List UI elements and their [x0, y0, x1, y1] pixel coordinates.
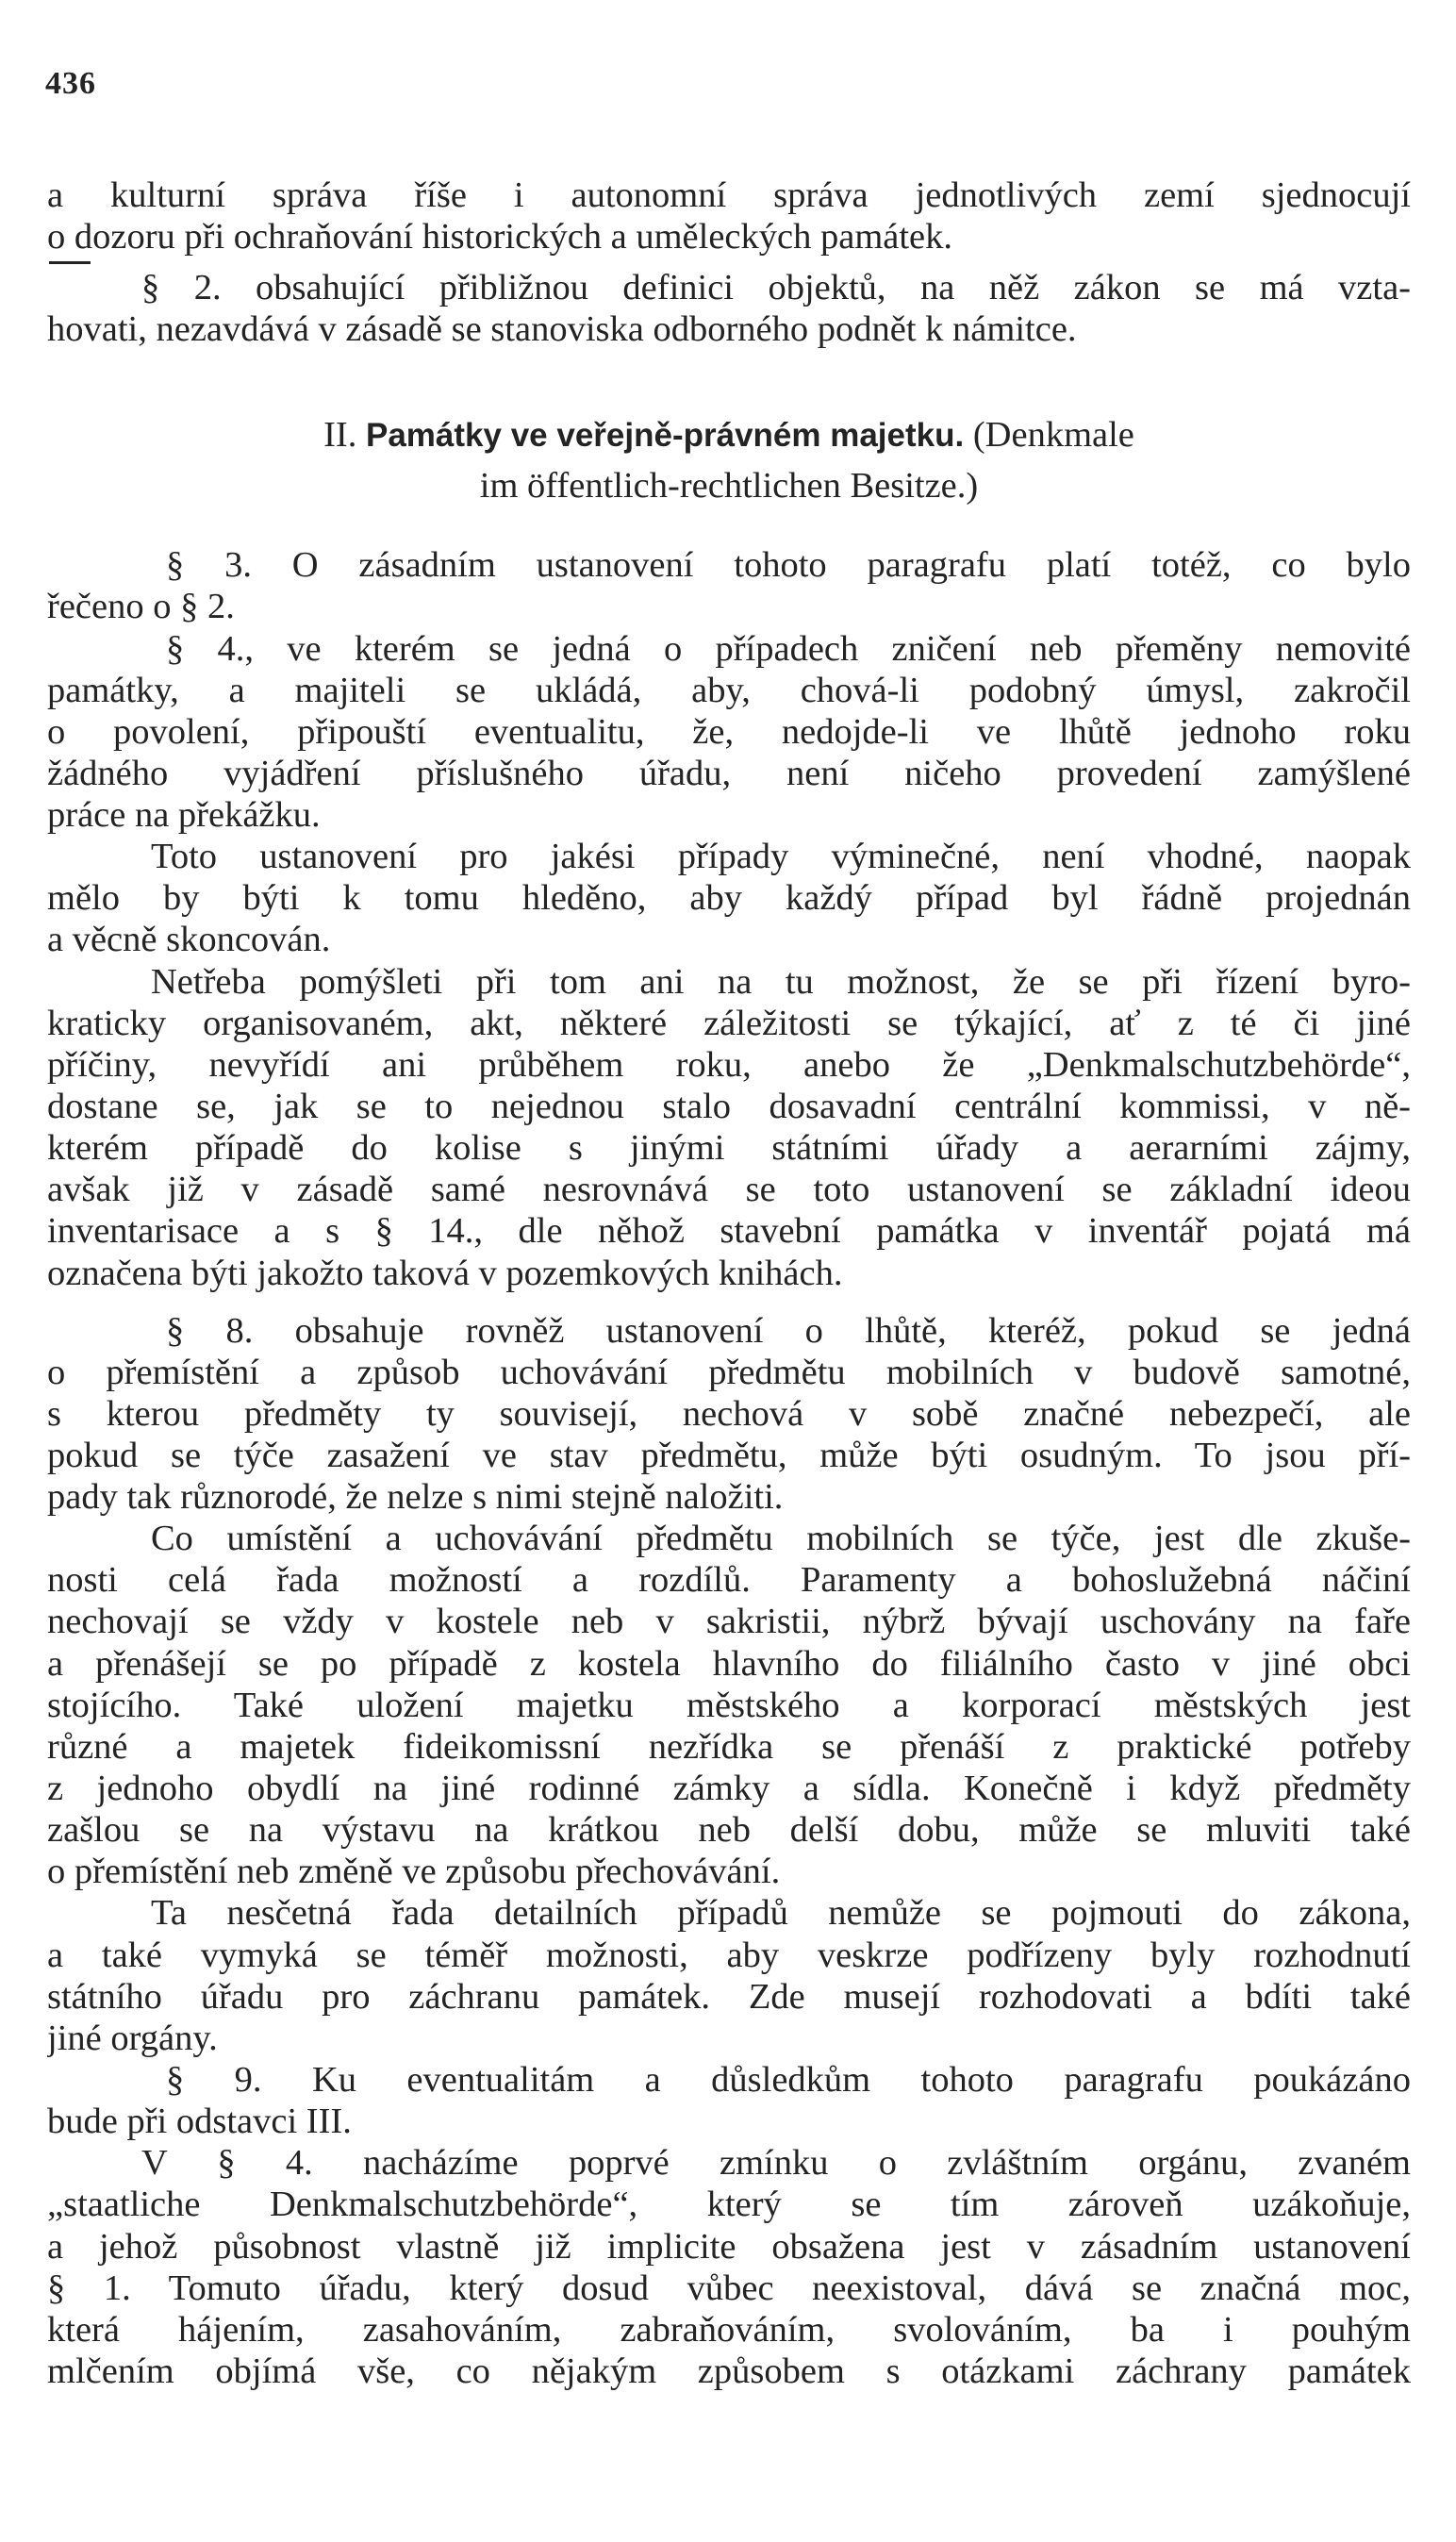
text-line: Ta nesčetná řada detailních případů nemůže se pojmouti do zákona,: [151, 1893, 1411, 1933]
text-line: avšak již v zásadě samé nesrovnává se toto ustanovení se základní ideou: [47, 1170, 1411, 1209]
text-line: Toto ustanovení pro jakési případy výminečné, není vhodné, naopak: [151, 837, 1411, 876]
text-line: V § 4. nacházíme poprvé zmínku o zvláštním orgánu, zvaném: [141, 2143, 1411, 2183]
text-line: pokud se týče zasažení ve stav předmětu, může býti osudným. To jsou pří-: [47, 1436, 1411, 1475]
text-line: § 9. Ku eventualitám a důsledkům tohoto paragrafu poukázáno: [166, 2060, 1411, 2100]
text-line: památky, a majiteli se ukládá, aby, chová-li podobný úmysl, zakročil: [47, 671, 1411, 710]
text-line: § 2. obsahující přibližnou definici objektů, na něž zákon se má vzta-: [141, 268, 1411, 307]
heading-numeral: II.: [323, 415, 357, 455]
text-line: a věcně skoncován.: [47, 920, 331, 959]
section-heading: [47, 415, 1411, 457]
text-line: „staatliche Denkmalschutzbehörde“, který se tím zároveň uzákoňuje,: [47, 2185, 1411, 2224]
text-line: inventarisace a s § 14., dle něhož stavební památka v inventář pojatá má: [47, 1211, 1411, 1251]
text-line: označena býti jakožto taková v pozemkových knihách.: [47, 1254, 843, 1293]
text-line: státního úřadu pro záchranu památek. Zde musejí rozhodovati a bdíti také: [47, 1977, 1411, 2017]
text-line: Co umístění a uchovávání předmětu mobilních se týče, jest dle zkuše-: [151, 1519, 1411, 1558]
text-line: a jehož působnost vlastně již implicite obsažena jest v zásadním ustanovení: [47, 2227, 1411, 2267]
text-line: stojícího. Také uložení majetku městského a korporací městských jest: [47, 1686, 1411, 1725]
text-line: kraticky organisovaném, akt, některé záležitosti se týkající, ať z té či jiné: [47, 1004, 1411, 1043]
text-line: § 8. obsahuje rovněž ustanovení o lhůtě, kteréž, pokud se jedná: [166, 1311, 1411, 1351]
text-line: o dozoru při ochraňování historických a uměleckých památek.: [47, 217, 953, 257]
heading-translation: (Denkmale: [972, 415, 1134, 455]
text-line: řečeno o § 2.: [47, 587, 235, 626]
text-line: § 3. O zásadním ustanovení tohoto paragrafu platí totéž, co bylo: [166, 545, 1411, 585]
text-line: zašlou se na výstavu na krátkou neb delší dobu, může se mluviti také: [47, 1810, 1411, 1850]
text-line: a přenášejí se po případě z kostela hlavního do filiálního často v jiné obci: [47, 1644, 1411, 1684]
text-line: jiné orgány.: [47, 2019, 218, 2058]
text-line: dostane se, jak se to nejednou stalo dosavadní centrální kommissi, v ně-: [47, 1087, 1411, 1126]
text-line: z jednoho obydlí na jiné rodinné zámky a sídla. Konečně i když předměty: [47, 1769, 1411, 1808]
text-line: § 4., ve kterém se jedná o případech zničení neb přeměny nemovité: [166, 629, 1411, 669]
text-line: různé a majetek fideikomissní nezřídka se přenáší z praktické potřeby: [47, 1727, 1411, 1767]
text-line: a kulturní správa říše i autonomní správa jednotlivých zemí sjednocují: [47, 175, 1411, 215]
text-line: nosti celá řada možností a rozdílů. Paramenty a bohoslužebná náčiní: [47, 1560, 1411, 1600]
text-line: a také vymyká se téměř možnosti, aby veskrze podřízeny byly rozhodnutí: [47, 1936, 1411, 1975]
text-line: která hájením, zasahováním, zabraňováním, svolováním, ba i pouhým: [47, 2310, 1411, 2350]
text-line: práce na překážku.: [47, 795, 321, 835]
text-line: pady tak různorodé, že nelze s nimi stejně naložiti.: [47, 1477, 784, 1517]
heading-title: Památky ve veřejně-právném majetku.: [366, 417, 965, 454]
text-line: Netřeba pomýšleti při tom ani na tu možnost, že se při řízení byro-: [151, 962, 1411, 1002]
text-line: o přemístění a způsob uchovávání předmětu mobilních v budově samotné,: [47, 1353, 1411, 1392]
text-line: příčiny, nevyřídí ani průběhem roku, anebo že „Denkmalschutzbehörde“,: [47, 1045, 1411, 1085]
section-heading-line2: im öffentlich-rechtlichen Besitze.): [479, 466, 979, 506]
text-line: mlčením objímá vše, co nějakým způsobem s otázkami záchrany památek: [47, 2351, 1411, 2391]
text-line: § 1. Tomuto úřadu, který dosud vůbec neexistoval, dává se značná moc,: [47, 2268, 1411, 2308]
page-number: 436: [45, 66, 96, 101]
text-line: o přemístění neb změně ve způsobu přechovávání.: [47, 1852, 781, 1891]
text-line: žádného vyjádření příslušného úřadu, není ničeho provedení zamýšlené: [47, 754, 1411, 793]
text-line: mělo by býti k tomu hleděno, aby každý případ byl řádně projednán: [47, 878, 1411, 918]
text-line: hovati, nezavdává v zásadě se stanoviska odborného podnět k námitce.: [47, 309, 1077, 349]
text-line: s kterou předměty ty souvisejí, nechová v sobě značné nebezpečí, ale: [47, 1394, 1411, 1434]
text-line: nechovají se vždy v kostele neb v sakristii, nýbrž bývají uschovány na faře: [47, 1602, 1411, 1641]
text-line: o povolení, připouští eventualitu, že, nedojde-li ve lhůtě jednoho roku: [47, 712, 1411, 752]
text-line: bude při odstavci III.: [47, 2102, 352, 2141]
marginal-mark: [49, 261, 91, 264]
text-line: kterém případě do kolise s jinými státními úřady a aerarními zájmy,: [47, 1128, 1411, 1168]
